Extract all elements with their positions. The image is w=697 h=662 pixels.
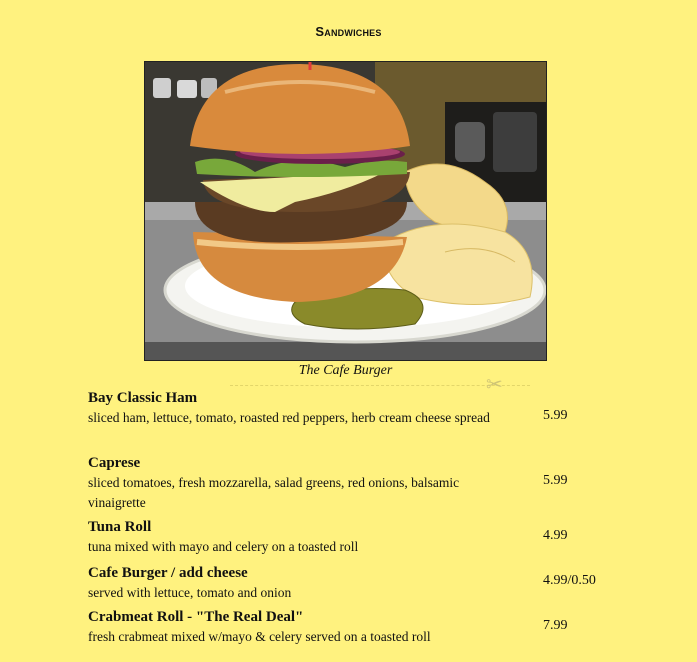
photo-caption: The Cafe Burger <box>298 363 393 378</box>
item-name: Tuna Roll <box>88 519 152 535</box>
item-price: 7.99 <box>543 618 568 633</box>
item-name: Cafe Burger / add cheese <box>88 565 248 581</box>
scissors-icon: ✂ <box>486 372 503 396</box>
item-price: 4.99 <box>543 528 568 543</box>
menu-item <box>88 518 648 557</box>
menu-item <box>88 608 648 647</box>
item-price: 5.99 <box>543 408 568 423</box>
item-price: 4.99/0.50 <box>543 573 596 588</box>
item-description: sliced tomatoes, fresh mozzarella, salad greens, red onions, balsamic vinaigrette <box>88 475 460 510</box>
burger-photo <box>144 61 547 361</box>
item-description: fresh crabmeat mixed w/mayo & celery served on a toasted roll <box>88 629 431 644</box>
menu-item <box>88 564 648 603</box>
menu-item <box>88 454 648 513</box>
item-price: 5.99 <box>543 473 568 488</box>
item-description: served with lettuce, tomato and onion <box>88 585 292 600</box>
item-name: Caprese <box>88 455 141 471</box>
section-title: Sandwiches <box>315 24 382 39</box>
divider <box>230 385 530 386</box>
menu-item <box>88 389 648 428</box>
item-name: Bay Classic Ham <box>88 390 198 406</box>
item-name: Crabmeat Roll - "The Real Deal" <box>88 609 304 625</box>
item-description: sliced ham, lettuce, tomato, roasted red peppers, herb cream cheese spread <box>88 410 490 425</box>
item-description: tuna mixed with mayo and celery on a toasted roll <box>88 539 359 554</box>
